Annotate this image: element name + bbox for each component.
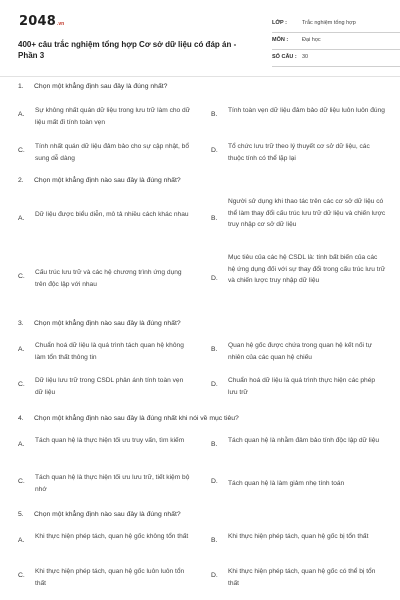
document-title: 400+ câu trắc nghiệm tổng hợp Cơ sở dữ liệu có đáp án - Phần 3 [18, 40, 237, 60]
option-a[interactable] [18, 195, 193, 243]
option-letter: D. [211, 147, 218, 154]
question-prompt: Chọn một khẳng định nào sau đây là đúng nhất? [34, 511, 181, 518]
option-letter: C. [18, 478, 25, 485]
meta-row-count [272, 50, 400, 67]
question-text [18, 177, 181, 184]
option-text: Khi thực hiện phép tách, quan hệ gốc bị tổn thất [228, 533, 369, 540]
option-text: Tính nhất quán dữ liệu đảm bảo cho sự cập nhật, bổ sung dễ dàng [35, 143, 189, 162]
question-text [18, 511, 181, 518]
option-c[interactable] [18, 251, 193, 299]
question-text [18, 83, 167, 90]
option-a[interactable] [18, 338, 193, 364]
option-a[interactable] [18, 103, 193, 129]
question-number: 1. [18, 83, 24, 90]
option-text: Khi thực hiện phép tách, quan hệ gốc không tổn thất [35, 533, 189, 540]
option-c[interactable] [18, 564, 193, 590]
option-b[interactable] [211, 433, 386, 459]
option-d[interactable] [211, 564, 386, 590]
option-c[interactable] [18, 470, 193, 496]
option-a[interactable] [18, 529, 193, 555]
option-text: Cấu trúc lưu trữ và các hệ chương trình ứng dụng trên độc lập với nhau [35, 269, 182, 288]
document-header [18, 12, 384, 68]
question-number: 2. [18, 177, 24, 184]
option-text: Tách quan hệ là nhằm đảm bảo tính độc lập dữ liệu [228, 437, 380, 444]
question-number: 4. [18, 415, 24, 422]
question-text [18, 320, 181, 327]
option-b[interactable] [211, 338, 386, 364]
question-text [18, 415, 239, 422]
option-text: Dữ liệu lưu trữ trong CSDL phản ánh tính toàn vẹn dữ liệu [35, 377, 184, 396]
option-text: Tổ chức lưu trữ theo lý thuyết cơ sở dữ liệu, các thuộc tính có thể lặp lại [228, 143, 370, 162]
question-prompt: Chọn một khẳng định sau đây là đúng nhất? [34, 83, 168, 90]
option-text: Người sử dụng khi thao tác trên các cơ sở dữ liệu có thể làm thay đổi cấu trúc lưu trữ dữ liệu và chiến lược truy nhập cơ sở dữ liệu [228, 198, 386, 228]
meta-label: LỚP : [272, 20, 287, 26]
option-d[interactable] [211, 139, 386, 165]
option-b[interactable] [211, 103, 386, 129]
option-letter: A. [18, 346, 25, 353]
question-5 [18, 511, 384, 600]
option-text: Khi thực hiện phép tách, quan hệ gốc luôn luôn tổn thất [35, 568, 185, 587]
option-a[interactable] [18, 433, 193, 459]
option-letter: B. [211, 215, 218, 222]
option-text: Mục tiêu của các hệ CSDL là: tính bất biến của các hệ ứng dụng đối với sự thay đổi trong cấu trúc lưu trữ và chiến lược truy nhập dữ liệu [228, 254, 386, 284]
option-letter: B. [211, 346, 218, 353]
option-c[interactable] [18, 373, 193, 399]
option-letter: C. [18, 273, 25, 280]
question-number: 5. [18, 511, 24, 518]
question-1 [18, 83, 384, 173]
option-letter: D. [211, 478, 218, 485]
option-text: Chuẩn hoá dữ liệu là quá trình thực hiện các phép lưu trữ [228, 377, 376, 396]
question-4 [18, 415, 384, 505]
question-prompt: Chọn một khẳng định nào sau đây là đúng nhất? [34, 320, 181, 327]
meta-row-subject [272, 33, 400, 50]
option-letter: B. [211, 537, 218, 544]
option-d[interactable] [211, 251, 386, 299]
meta-info [272, 16, 400, 67]
option-text: Khi thực hiện phép tách, quan hệ gốc có thể bị tổn thất [228, 568, 376, 587]
meta-value: Đại học [302, 37, 321, 43]
option-letter: C. [18, 572, 25, 579]
question-3 [18, 320, 384, 408]
meta-value: Trắc nghiệm tổng hợp [302, 20, 356, 26]
site-logo[interactable] [19, 14, 64, 29]
option-c[interactable] [18, 139, 193, 165]
meta-label: MÔN : [272, 37, 289, 43]
question-number: 3. [18, 320, 24, 327]
option-text: Tách quan hệ là thực hiện tối ưu truy vấn, tìm kiếm [35, 437, 185, 444]
logo-text: 2048 [19, 14, 56, 29]
option-letter: A. [18, 441, 25, 448]
option-text: Chuẩn hoá dữ liệu là quá trình tách quan hệ không làm tổn thất thông tin [35, 342, 184, 361]
question-prompt: Chọn một khẳng định nào sau đây là đúng nhất? [34, 177, 181, 184]
option-letter: A. [18, 215, 25, 222]
option-letter: C. [18, 147, 25, 154]
option-letter: A. [18, 537, 25, 544]
option-d[interactable] [211, 470, 386, 496]
option-letter: B. [211, 441, 218, 448]
option-letter: C. [18, 381, 25, 388]
meta-label: SỐ CÂU : [272, 54, 297, 60]
question-2 [18, 177, 384, 317]
option-b[interactable] [211, 529, 386, 555]
option-letter: B. [211, 111, 218, 118]
option-text: Dữ liệu được biểu diễn, mô tả nhiều cách khác nhau [35, 211, 189, 218]
option-text: Sự không nhất quán dữ liệu trong lưu trữ làm cho dữ liệu mất đi tính toàn vẹn [35, 107, 191, 126]
option-letter: D. [211, 381, 218, 388]
option-d[interactable] [211, 373, 386, 399]
meta-value: 30 [302, 54, 309, 60]
option-text: Tính toàn vẹn dữ liệu đảm bảo dữ liệu luôn luôn đúng [228, 107, 385, 114]
option-text: Quan hệ gốc được chứa trong quan hệ kết nối tự nhiên của các quan hệ chiếu [228, 342, 373, 361]
logo-domain: .vn [56, 21, 65, 27]
option-letter: D. [211, 275, 218, 282]
question-prompt: Chọn một khẳng định nào sau đây là đúng nhất khi nói về mục tiêu? [34, 415, 239, 422]
option-b[interactable] [211, 195, 386, 243]
option-text: Tách quan hệ là thực hiện tối ưu lưu trữ, tiết kiệm bộ nhớ [35, 474, 190, 493]
option-letter: A. [18, 111, 25, 118]
option-letter: D. [211, 572, 218, 579]
header-divider [0, 76, 400, 77]
option-text: Tách quan hệ là làm giảm nhẹ tính toán [228, 480, 345, 487]
meta-row-class [272, 16, 400, 33]
